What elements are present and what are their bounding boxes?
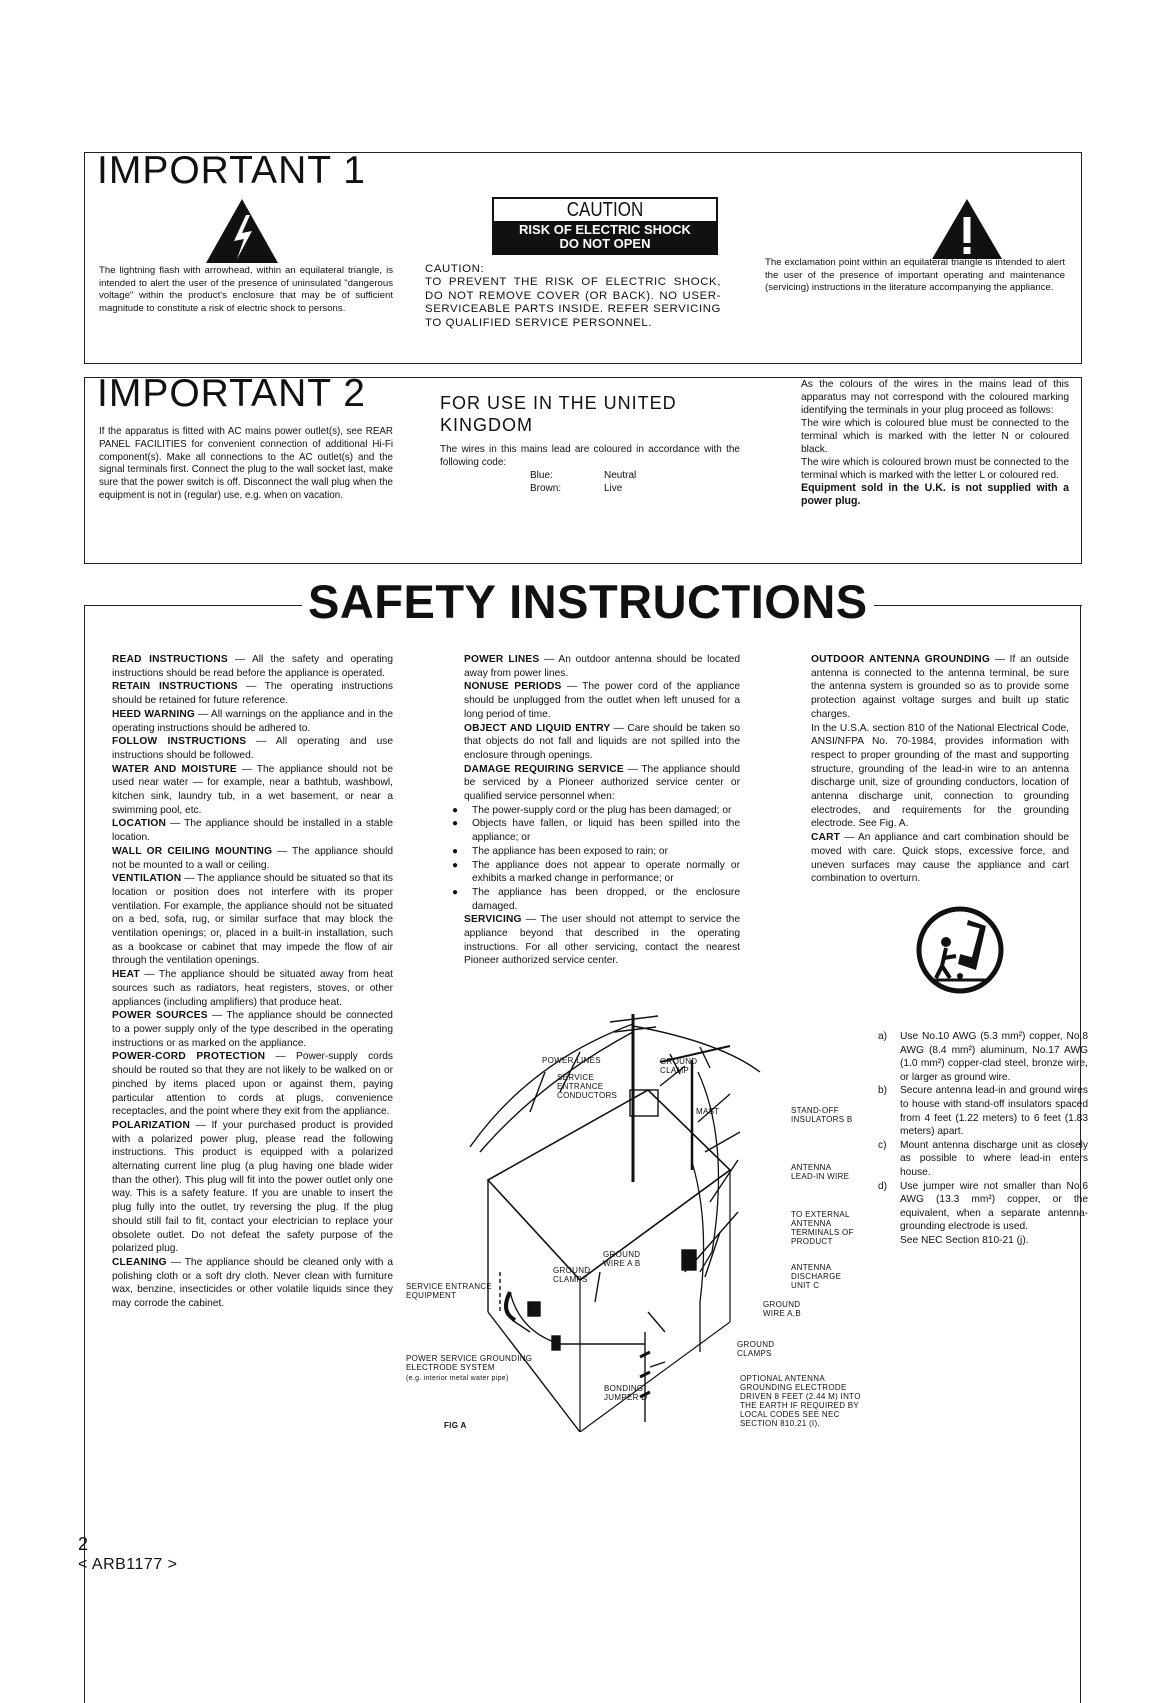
safety-entry (98, 1256, 393, 1311)
safety-column-2 (450, 653, 740, 968)
label-ground-clamp: GROUND CLAMP (660, 1057, 698, 1075)
caution-text: TO PREVENT THE RISK OF ELECTRIC SHOCK, DO NOT REMOVE COVER (OR BACK). NO USER-SERVICEABLE PARTS INSIDE. REFER SERVICING TO QUALIFIED SERVICE PERSONNEL. (425, 276, 721, 329)
safety-title: SAFETY INSTRUCTIONS (302, 574, 874, 630)
safety-entry-text: — The appliance should be serviced by a Pioneer authorized service center or qualified service personnel when: (464, 763, 741, 803)
important-1-title: IMPORTANT 1 (97, 149, 366, 192)
uk-right-p2: The wire which is coloured blue must be connected to the terminal which is marked with the letter N or coloured black. (801, 418, 1069, 455)
grounding-note (878, 1180, 1088, 1234)
damage-bullet: ● The appliance has been dropped, or the enclosure damaged. (450, 886, 740, 913)
cart-tipover-icon (916, 906, 1004, 994)
label-power-service: POWER SERVICE GROUNDING ELECTRODE SYSTEM (406, 1354, 533, 1372)
label-ground-clamps-1: GROUND CLAMPS (553, 1266, 591, 1284)
safety-entry (98, 763, 393, 818)
grounding-note (878, 1234, 1088, 1248)
label-service-entrance-conductors: SERVICE ENTRANCE CONDUCTORS (557, 1073, 618, 1100)
safety-entry (797, 653, 1069, 722)
safety-entry-text: — The appliance should be connected to a power supply only of the type described in the operating instructions or as marked on the appliance. (112, 1010, 393, 1049)
important-2-title: IMPORTANT 2 (97, 372, 366, 415)
label-ground-clamps-2: GROUND CLAMPS (737, 1340, 775, 1358)
label-optional-electrode: OPTIONAL ANTENNA GROUNDING ELECTRODE DRIVEN 8 FEET (2.44 M) INTO THE EARTH IF REQUIRED BY LOCAL CODES SEE NEC SECTION 810.21 (I). (740, 1374, 861, 1428)
uk-text: The wires in this mains lead are coloured in accordance with the following code: (440, 444, 740, 468)
safety-entry (98, 1119, 393, 1256)
label-service-entrance-equipment: SERVICE ENTRANCE EQUIPMENT (406, 1282, 493, 1300)
wire-code-table (530, 469, 740, 495)
safety-entry-heading: POWER SOURCES (112, 1010, 208, 1022)
uk-plug-notice: Equipment sold in the U.K. is not supplied with a power plug. (801, 482, 1069, 507)
grounding-note (878, 1030, 1088, 1084)
safety-entry-heading: READ INSTRUCTIONS (112, 654, 228, 665)
label-power-lines: POWER LINES (542, 1056, 601, 1065)
safety-entry-text: — The appliance should be cleaned only with a polishing cloth or a soft dry cloth. Never clean with furniture wax, benzine, insecticides or other volatile liquids since they may corrode the cabinet. (112, 1256, 393, 1310)
label-discharge-unit: ANTENNA DISCHARGE UNIT C (791, 1263, 842, 1290)
damage-bullet: ● The appliance has been exposed to rain; or (450, 845, 740, 859)
safety-entry-text: — All the safety and operating instructions should be read before the appliance is operated. (112, 654, 393, 679)
safety-entry-heading: RETAIN INSTRUCTIONS (112, 681, 238, 693)
label-bonding-jumper: BONDING JUMPER D (604, 1384, 648, 1402)
grounding-note (878, 1084, 1088, 1138)
lightning-warning-icon (204, 197, 280, 265)
grounding-note-text: See NEC Section 810-21 (j). (900, 1234, 1029, 1246)
grounding-note-key: a) (878, 1031, 888, 1042)
uk-right-p1: As the colours of the wires in the mains lead of this apparatus may not correspond with the coloured marking identifying the terminals in your plug proceed as follows: (801, 379, 1069, 416)
uk-title: FOR USE IN THE UNITED KINGDOM (440, 393, 677, 435)
safety-entry (98, 845, 393, 872)
caution-label-line2: DO NOT OPEN (559, 236, 651, 251)
safety-entry (98, 817, 393, 844)
safety-entry-heading: WALL OR CEILING MOUNTING (112, 845, 273, 857)
grounding-note-text: Use No.10 AWG (5.3 mm²) copper, No.8 AWG (8.4 mm²) aluminum, No.17 AWG (1.0 mm²) copper-clad steel, bronze wire, or larger as ground wire. (900, 1031, 1088, 1083)
safety-entry-heading: CART (811, 832, 841, 844)
grounding-note-text: Secure antenna lead-in and ground wires to house with stand-off insulators spaced from 4 feet (1.22 meters) to 6 feet (1.83 meters) apart. (900, 1085, 1088, 1138)
safety-entry-text: — All operating and use instructions should be followed. (112, 736, 393, 761)
safety-entry (98, 872, 393, 968)
label-mast: MAST (696, 1107, 720, 1116)
caution-label-line1: RISK OF ELECTRIC SHOCK (519, 222, 691, 237)
safety-entry-heading: POWER LINES (464, 654, 540, 665)
grounding-note-text: Use jumper wire not smaller than No.6 AWG (13.3 mm²) copper, or the equivalent, when a separate antenna-grounding electrode is used. (900, 1180, 1088, 1233)
safety-entry-text: — An outdoor antenna should be located away from power lines. (464, 654, 740, 679)
safety-entry-text: — If your purchased product is provided with a polarized power plug, please read the following instructions. This product is equipped with a polarized alternating current line plug (a plug having one blade wider than the other). This plug will fit into the power outlet only one way. This is a safety feature. If you are unable to insert the plug fully into the outlet, try reversing the plug. If the plug should still fail to fit, contact your electrician to replace your obsolete outlet. Do not defeat the safety purpose of the polarized plug. (112, 1119, 393, 1255)
safety-entry (450, 680, 740, 721)
grounding-note-key: b) (878, 1085, 888, 1097)
safety-entry-text: — The appliance should be situated away from heat sources such as radiators, heat registers, stoves, or other appliances (including amplifiers) that produce heat. (112, 969, 393, 1008)
safety-entry-text: — Power-supply cords should be routed so that they are not likely to be walked on or pinched by items placed upon or against them, paying particular attention to cords at plugs, convenience receptacles, and the point where they exit from the appliance. (112, 1051, 393, 1118)
grounding-note (878, 1139, 1088, 1180)
safety-entry-text: — If an outside antenna is connected to the antenna terminal, be sure the antenna system is grounded so as to provide some protection against voltage surges and built up static charges. (811, 654, 1069, 720)
label-to-external: TO EXTERNAL ANTENNA TERMINALS OF PRODUCT (791, 1210, 854, 1246)
safety-entry-heading: NONUSE PERIODS (464, 681, 562, 693)
safety-entry-heading: FOLLOW INSTRUCTIONS (112, 736, 247, 748)
safety-column-1 (98, 653, 393, 1311)
safety-entry-text: — The appliance should be situated so that its location or position does not interfere with its proper ventilation. For example, the appliance should not be situated on a bed, sofa, rug, or similar surface that may block the ventilation openings; or, placed in a built-in installation, such as a bookcase or cabinet that may impede the flow of air through the ventilation openings. (112, 873, 393, 967)
uk-right-p3: The wire which is coloured brown must be connected to the terminal which is marked with the letter L or coloured red. (801, 457, 1069, 481)
wire-code-row: Brown: Live (530, 483, 623, 495)
caution-label-title: CAUTION (566, 199, 644, 221)
label-antenna-leadin: ANTENNA LEAD-IN WIRE (791, 1163, 850, 1181)
safety-entry-heading: HEED WARNING (112, 708, 196, 720)
grounding-notes (878, 1030, 1088, 1248)
safety-entry (450, 763, 740, 804)
label-ground-wire-2: GROUND WIRE A,B (763, 1300, 801, 1318)
safety-entry-heading: DAMAGE REQUIRING SERVICE (464, 763, 624, 775)
grounding-note-key: c) (878, 1139, 887, 1151)
safety-entry (98, 735, 393, 762)
caution-label (492, 197, 718, 255)
safety-entry (450, 722, 740, 763)
important-2-box (84, 372, 1082, 564)
safety-entry (797, 722, 1069, 832)
label-power-service-sub: (e.g. interior metal water pipe) (406, 1375, 509, 1382)
safety-entry-heading: OUTDOOR ANTENNA GROUNDING (811, 654, 990, 665)
safety-entry-text: — The appliance should be installed in a stable location. (112, 818, 393, 844)
safety-entry-text: — The operating instructions should be retained for future reference. (112, 681, 393, 707)
important-1-box (84, 149, 1082, 364)
safety-entry-text: — Care should be taken so that objects do not fall and liquids are not spilled into the enclosure through openings. (464, 722, 740, 761)
safety-entry (797, 831, 1069, 886)
safety-entry-text: — The appliance should not be mounted to a wall or ceiling. (112, 845, 393, 871)
safety-entry-text: — The power cord of the appliance should be unplugged from the outlet when left unused for a long period of time. (464, 681, 740, 720)
important-2-text: If the apparatus is fitted with AC mains power outlet(s), see REAR PANEL FACILITIES for convenient connection of additional Hi-Fi component(s). Make all connections to the AC outlet(s) and the signal terminals first. Connect the plug to the wall socket last, make sure that the power switch is off. Disconnect the wall plug when the equipment is not in (regular) use, e.g. when on vacation. (99, 426, 393, 501)
safety-entry-text: — An appliance and cart combination should be moved with care. Quick stops, excessive force, and uneven surfaces may cause the appliance and cart combination to overturn. (811, 832, 1069, 885)
safety-entry (450, 653, 740, 680)
safety-entry (98, 968, 393, 1009)
safety-entry-text: In the U.S.A. section 810 of the National Electrical Code, ANSI/NFPA No. 70-1984, provides information with respect to proper grounding of the mast and supporting structure, grounding of the lead-in wire to an antenna discharge unit, size of grounding conductors, location of antenna discharge unit, connection to grounding electrodes, and requirements for the grounding electrode. See Fig. A. (811, 722, 1069, 830)
grounding-note-key (878, 1234, 900, 1248)
damage-bullet: ● Objects have fallen, or liquid has been spilled into the appliance; or (450, 817, 740, 844)
safety-entry (98, 1050, 393, 1119)
figure-caption: FIG A (444, 1421, 467, 1430)
safety-entry-heading: WATER AND MOISTURE (112, 763, 237, 775)
page-number: 2 (78, 1534, 89, 1554)
safety-entry-heading: POLARIZATION (112, 1119, 191, 1131)
safety-entry-heading: VENTILATION (112, 873, 182, 885)
label-standoff: STAND-OFF INSULATORS B (791, 1106, 853, 1124)
lightning-description: The lightning flash with arrowhead, within an equilateral triangle, is intended to alert the user of the presence of uninsulated "dangerous voltage" within the product's enclosure that may be of sufficient magnitude to constitute a risk of electric shock to persons. (99, 265, 393, 314)
safety-entry-text: — The appliance should not be used near water — for example, near a bathtub, washbowl, kitchen sink, laundry tub, in a wet basement, or near a swimming pool, etc. (112, 763, 394, 816)
safety-entry-heading: LOCATION (112, 818, 167, 830)
damage-bullet: ● The power-supply cord or the plug has been damaged; or (450, 804, 740, 818)
damage-bullet: ● The appliance does not appear to operate normally or exhibits a marked change in performance; or (450, 859, 740, 886)
label-ground-wire-1: GROUND WIRE A B (603, 1250, 641, 1268)
safety-column-3 (797, 653, 1069, 886)
caution-heading: CAUTION: (425, 263, 485, 275)
safety-entry-heading: OBJECT AND LIQUID ENTRY (464, 722, 611, 734)
grounding-note-key: d) (878, 1180, 888, 1192)
document-code: < ARB1177 > (78, 1556, 178, 1573)
servicing-entry: SERVICING — The user should not attempt to service the appliance beyond that described in the operating instructions. For all other servicing, contact the nearest Pioneer authorized service center. (464, 914, 740, 967)
safety-entry (98, 1009, 393, 1050)
safety-entry-heading: CLEANING (112, 1256, 167, 1268)
safety-entry-heading: HEAT (112, 969, 140, 981)
exclamation-description: The exclamation point within an equilateral triangle is intended to alert the user of the presence of important operating and maintenance (servicing) instructions in the literature accompanying the appliance. (765, 257, 1065, 294)
safety-entry-heading: POWER-CORD PROTECTION (112, 1051, 266, 1063)
safety-entry (98, 708, 393, 735)
safety-entry (98, 653, 393, 680)
safety-entry (98, 680, 393, 707)
safety-entry-text: — All warnings on the appliance and in the operating instructions should be adhered to. (112, 708, 393, 734)
wire-code-row: Blue: Neutral (530, 470, 637, 482)
grounding-note-text: Mount antenna discharge unit as closely as possible to where lead-in enters house. (900, 1139, 1088, 1178)
exclamation-warning-icon (930, 197, 1004, 261)
